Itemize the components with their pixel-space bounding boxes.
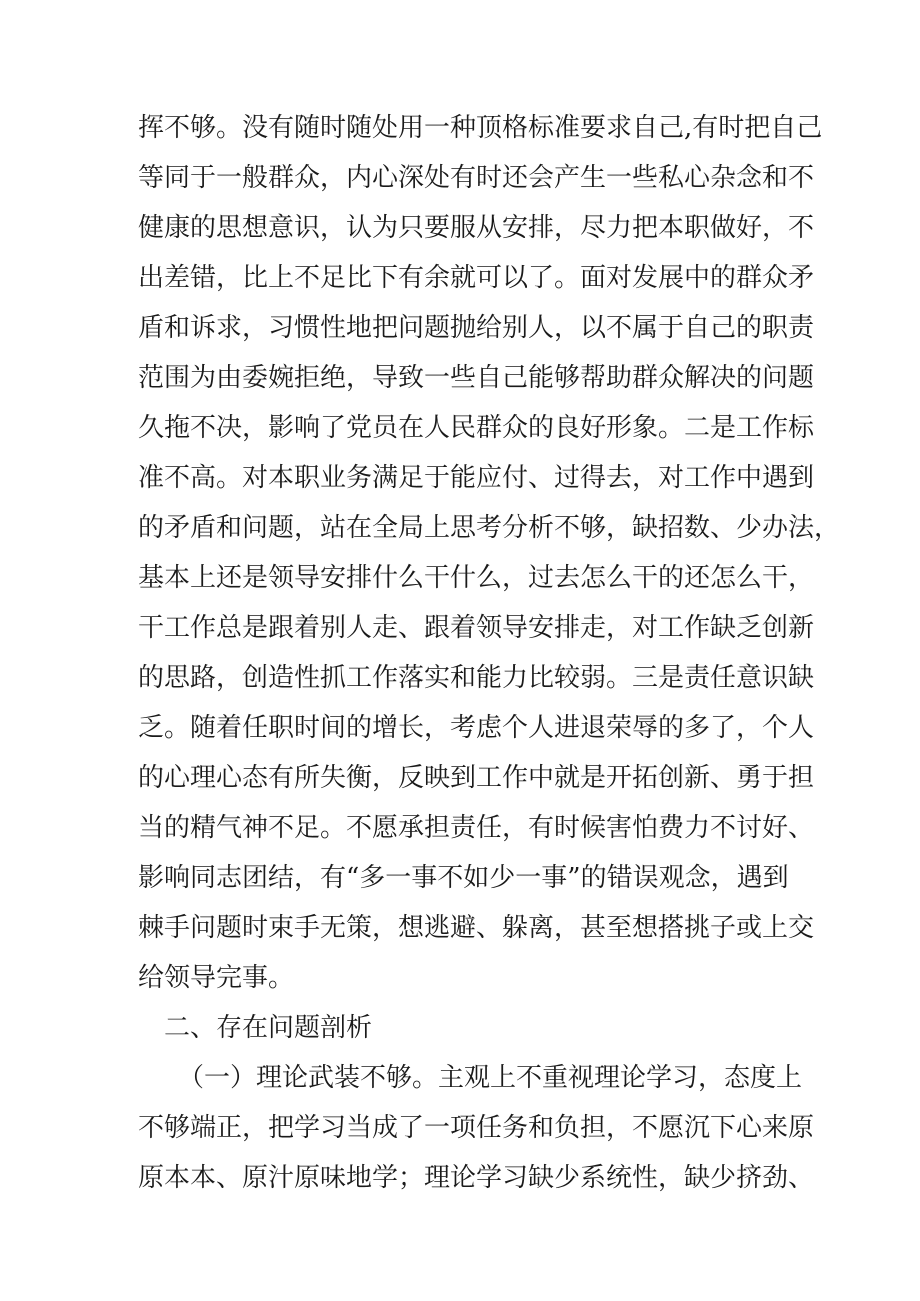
text-line: 当的精气神不足。不愿承担责任，有时候害怕费力不讨好、 <box>138 813 815 843</box>
text-line: 挥不够。没有随时随处用一种顶格标准要求自己,有时把自己 <box>138 113 823 143</box>
subsection-line: （一）理论武装不够。主观上不重视理论学习，态度上 <box>178 1063 803 1093</box>
text-line: 基本上还是领导安排什么干什么，过去怎么干的还怎么干， <box>138 563 815 593</box>
text-line: 等同于一般群众，内心深处有时还会产生一些私心杂念和不 <box>138 163 815 193</box>
text-line: 健康的思想意识，认为只要服从安排，尽力把本职做好，不 <box>138 213 815 243</box>
text-line: 的心理心态有所失衡，反映到工作中就是开拓创新、勇于担 <box>138 763 815 793</box>
text-line: 不够端正，把学习当成了一项任务和负担，不愿沉下心来原 <box>138 1113 815 1143</box>
section-heading: 二、存在问题剖析 <box>164 1013 373 1043</box>
text-line: 准不高。对本职业务满足于能应付、过得去，对工作中遇到 <box>138 463 815 493</box>
text-line: 盾和诉求，习惯性地把问题抛给别人，以不属于自己的职责 <box>138 313 815 343</box>
text-line: 干工作总是跟着别人走、跟着领导安排走，对工作缺乏创新 <box>138 613 815 643</box>
text-line: 乏。随着任职时间的增长，考虑个人进退荣辱的多了，个人 <box>138 713 815 743</box>
text-line: 范围为由委婉拒绝，导致一些自己能够帮助群众解决的问题 <box>138 363 815 393</box>
text-line: 棘手问题时束手无策，想逃避、躲离，甚至想搭挑子或上交 <box>138 913 815 943</box>
text-line: 久拖不决，影响了党员在人民群众的良好形象。二是工作标 <box>138 413 815 443</box>
text-line: 原本本、原汁原味地学；理论学习缺少系统性，缺少挤劲、 <box>138 1163 815 1193</box>
text-line: 的矛盾和问题，站在全局上思考分析不够，缺招数、少办法， <box>138 513 841 543</box>
text-line: 影响同志团结，有“多一事不如少一事”的错误观念，遇到 <box>138 863 789 893</box>
text-line: 给领导完事。 <box>138 963 295 993</box>
text-line: 出差错，比上不足比下有余就可以了。面对发展中的群众矛 <box>138 263 815 293</box>
text-line: 的思路，创造性抓工作落实和能力比较弱。三是责任意识缺 <box>138 663 815 693</box>
